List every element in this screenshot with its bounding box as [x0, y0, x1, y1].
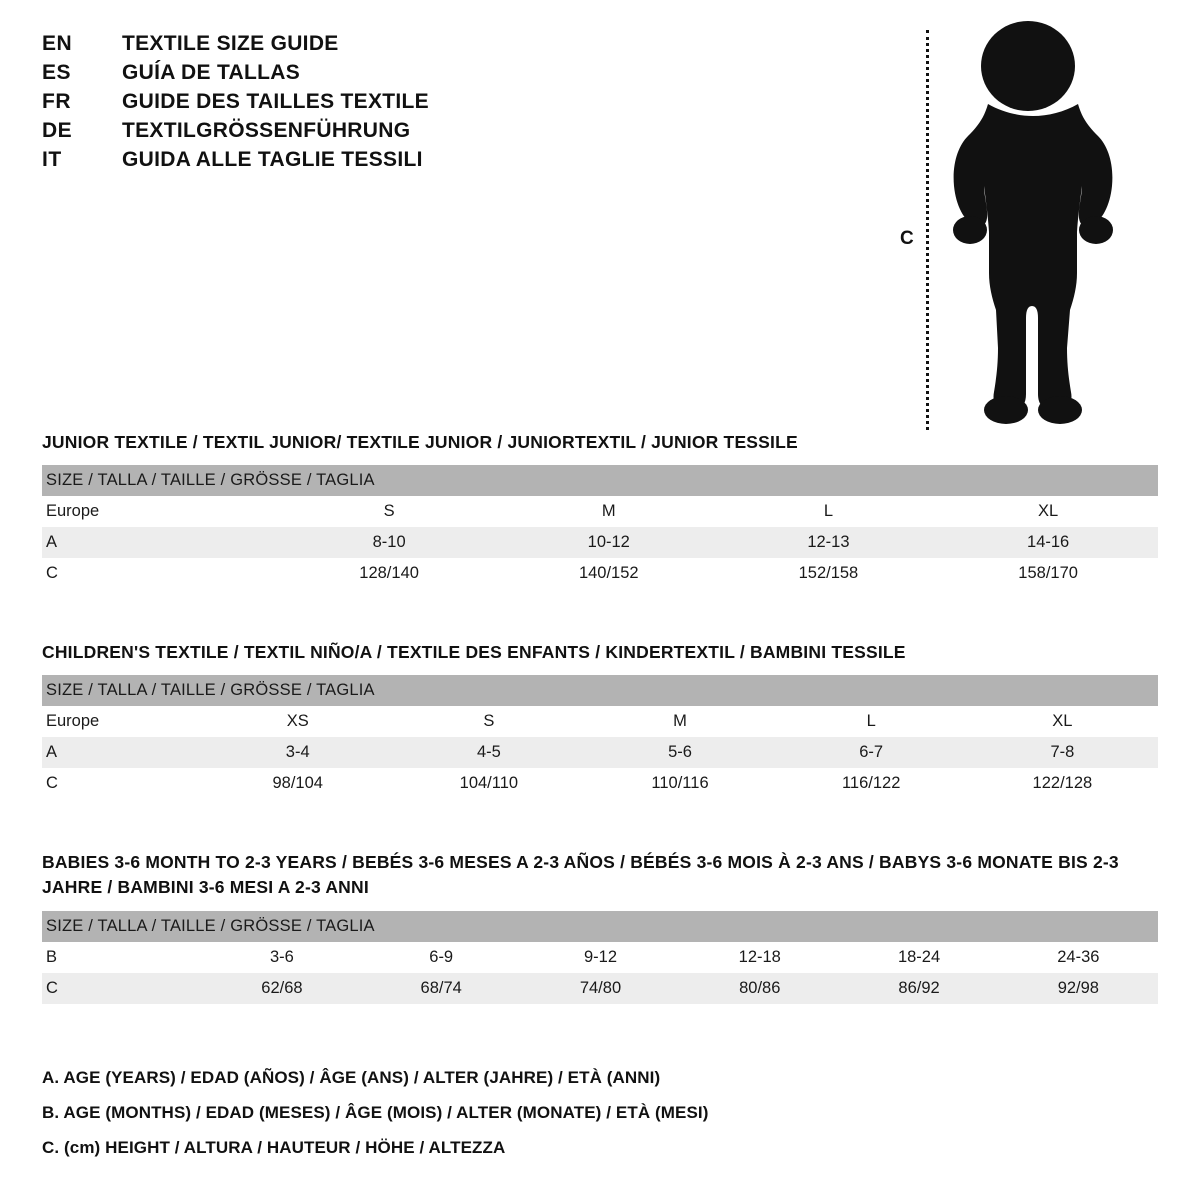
cell: M	[499, 496, 719, 527]
cell: M	[584, 706, 775, 737]
cell: 80/86	[680, 973, 839, 1004]
title-lang-fr: FR	[42, 90, 71, 113]
title-lang-de: DE	[42, 119, 73, 142]
section-babies-heading: BABIES 3-6 MONTH TO 2-3 YEARS / BEBÉS 3-6 MESES A 2-3 AÑOS / BÉBÉS 3-6 MOIS À 2-3 ANS / BABYS 3-6 MONATE BIS 2-3 JAHRE / BAMBINI 3-6 MESI A 2-3 ANNI	[42, 852, 1119, 898]
section-children-heading: CHILDREN'S TEXTILE / TEXTIL NIÑO/A / TEXTILE DES ENFANTS / KINDERTEXTIL / BAMBINI TESSILE	[42, 642, 906, 662]
cell: 8-10	[279, 527, 499, 558]
cell: 24-36	[999, 942, 1158, 973]
title-row-fr	[42, 90, 662, 114]
row-label: B	[42, 942, 202, 973]
title-row-es	[42, 61, 662, 85]
cell: S	[393, 706, 584, 737]
children-size-table	[42, 675, 1158, 799]
height-measure-line	[926, 30, 929, 430]
cell: 92/98	[999, 973, 1158, 1004]
cell: L	[719, 496, 939, 527]
row-label: C	[42, 768, 202, 799]
cell: S	[279, 496, 499, 527]
cell: 104/110	[393, 768, 584, 799]
title-block	[42, 32, 662, 177]
cell: 140/152	[499, 558, 719, 589]
table-row	[42, 768, 1158, 799]
table-row	[42, 558, 1158, 589]
table-row	[42, 973, 1158, 1004]
cell: 122/128	[967, 768, 1158, 799]
cell: 14-16	[938, 527, 1158, 558]
figure-area	[900, 10, 1130, 430]
cell: XS	[202, 706, 393, 737]
title-lang-es: ES	[42, 61, 72, 84]
cell: 6-7	[776, 737, 967, 768]
title-text-es: GUÍA DE TALLAS	[122, 61, 301, 84]
title-text-de: TEXTILGRÖSSENFÜHRUNG	[122, 119, 411, 142]
cell: 5-6	[584, 737, 775, 768]
cell: 10-12	[499, 527, 719, 558]
table-row	[42, 527, 1158, 558]
cell: 74/80	[521, 973, 680, 1004]
title-lang-it: IT	[42, 148, 62, 171]
footnote-a: A. AGE (YEARS) / EDAD (AÑOS) / ÂGE (ANS) / ALTER (JAHRE) / ETÀ (ANNI)	[42, 1068, 661, 1087]
section-junior	[42, 430, 1158, 589]
table-band-header	[42, 675, 1158, 706]
section-junior-heading: JUNIOR TEXTILE / TEXTIL JUNIOR/ TEXTILE JUNIOR / JUNIORTEXTIL / JUNIOR TESSILE	[42, 432, 798, 452]
cell: 4-5	[393, 737, 584, 768]
cell: 158/170	[938, 558, 1158, 589]
table-row	[42, 942, 1158, 973]
cell: 68/74	[362, 973, 521, 1004]
cell: 6-9	[362, 942, 521, 973]
cell: 152/158	[719, 558, 939, 589]
cell: 128/140	[279, 558, 499, 589]
cell: L	[776, 706, 967, 737]
cell: 110/116	[584, 768, 775, 799]
cell: 12-18	[680, 942, 839, 973]
footnote-b: B. AGE (MONTHS) / EDAD (MESES) / ÂGE (MOIS) / ALTER (MONATE) / ETÀ (MESI)	[42, 1103, 709, 1122]
child-silhouette-icon	[940, 18, 1130, 428]
cell: 9-12	[521, 942, 680, 973]
band-label: SIZE / TALLA / TAILLE / GRÖSSE / TAGLIA	[42, 465, 1158, 496]
title-row-de	[42, 119, 662, 143]
row-label: Europe	[42, 706, 202, 737]
row-label: C	[42, 558, 279, 589]
title-text-en: TEXTILE SIZE GUIDE	[122, 32, 339, 55]
row-label: A	[42, 527, 279, 558]
cell: 18-24	[839, 942, 998, 973]
cell: 86/92	[839, 973, 998, 1004]
band-label: SIZE / TALLA / TAILLE / GRÖSSE / TAGLIA	[42, 911, 1158, 942]
table-band-header	[42, 911, 1158, 942]
row-label: Europe	[42, 496, 279, 527]
cell: 98/104	[202, 768, 393, 799]
junior-size-table	[42, 465, 1158, 589]
title-text-fr: GUIDE DES TAILLES TEXTILE	[122, 90, 429, 113]
cell: 116/122	[776, 768, 967, 799]
row-label: A	[42, 737, 202, 768]
footnote-c: C. (cm) HEIGHT / ALTURA / HAUTEUR / HÖHE / ALTEZZA	[42, 1138, 506, 1157]
footnotes	[42, 1068, 1142, 1173]
title-row-it	[42, 148, 662, 172]
cell: XL	[938, 496, 1158, 527]
cell: 3-6	[202, 942, 361, 973]
table-band-header	[42, 465, 1158, 496]
figure-height-label: C	[900, 228, 914, 249]
cell: 7-8	[967, 737, 1158, 768]
table-row	[42, 496, 1158, 527]
table-row	[42, 737, 1158, 768]
title-lang-en: EN	[42, 32, 73, 55]
cell: 62/68	[202, 973, 361, 1004]
title-row-en	[42, 32, 662, 56]
cell: 12-13	[719, 527, 939, 558]
row-label: C	[42, 973, 202, 1004]
table-row	[42, 706, 1158, 737]
band-label: SIZE / TALLA / TAILLE / GRÖSSE / TAGLIA	[42, 675, 1158, 706]
section-babies	[42, 850, 1158, 1004]
babies-size-table	[42, 911, 1158, 1004]
cell: XL	[967, 706, 1158, 737]
cell: 3-4	[202, 737, 393, 768]
section-children	[42, 640, 1158, 799]
title-text-it: GUIDA ALLE TAGLIE TESSILI	[122, 148, 423, 171]
